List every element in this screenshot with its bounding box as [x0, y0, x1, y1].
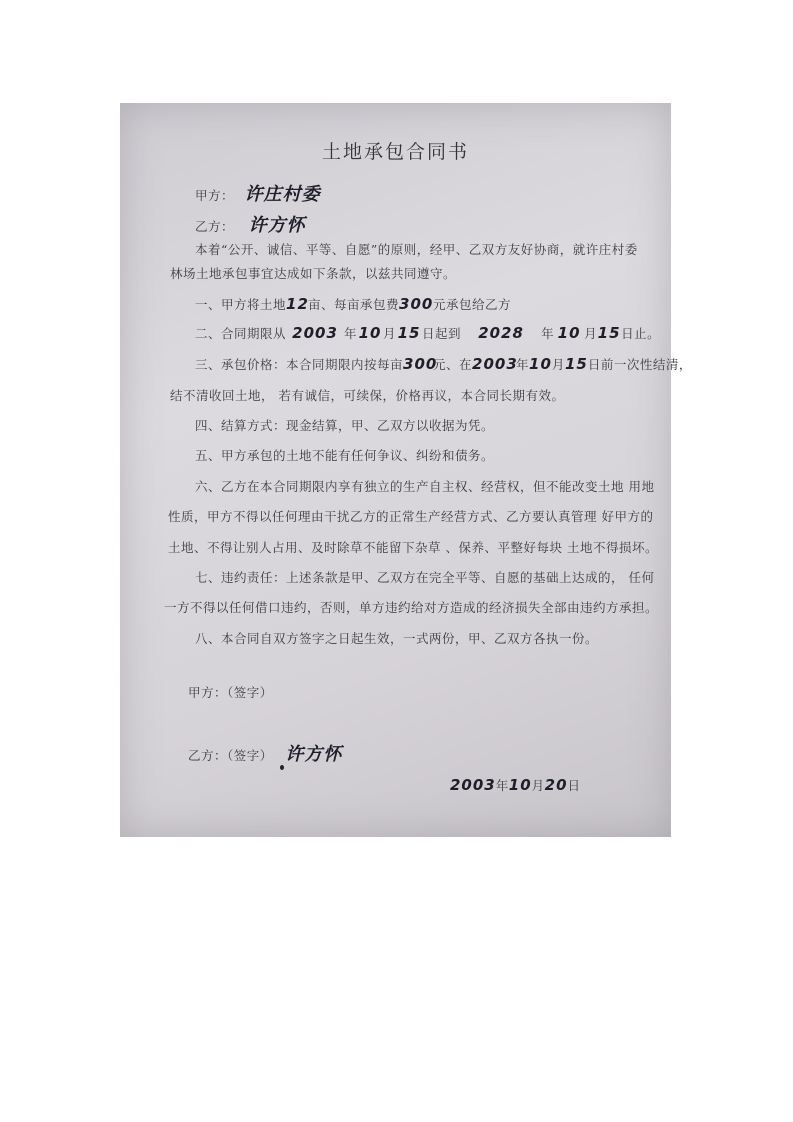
clause-2-text-f: 月	[584, 326, 598, 341]
clause-1-fee: 300	[399, 295, 434, 313]
party-a-label: 甲方：	[195, 188, 235, 203]
clause-7-line-2: 一方不得以任何借口违约，否则，单方违约给对方造成的经济损失全部由违约方承担。	[164, 600, 659, 615]
clause-3-text-e: 日前一次性结清，	[587, 357, 692, 372]
sign-b-signature: 许方怀	[285, 744, 343, 765]
date-year: 2003	[450, 776, 496, 794]
clause-2-start-year: 2003	[292, 324, 338, 342]
contract-photo	[120, 103, 692, 837]
clause-2-start-month: 10	[358, 324, 382, 342]
clause-2-text-b: 年	[344, 326, 358, 341]
clause-3-price: 300	[403, 355, 438, 373]
date-day-unit: 日	[567, 778, 581, 793]
clause-2-end-day: 15	[597, 324, 621, 342]
party-b-label: 乙方：	[195, 219, 235, 234]
party-a-handwritten-name: 许庄村委	[244, 184, 321, 205]
sign-b-line	[188, 740, 342, 766]
clause-3-line-1	[195, 355, 692, 373]
clause-2-text-d: 日起到	[422, 326, 462, 341]
clause-6-line-3: 土地、不得让别人占用、及时除草不能留下杂草 、保养、平整好每块 土地不得损坏。	[168, 540, 658, 555]
signing-date	[450, 776, 581, 794]
intro-line-1: 本着“公开、诚信、平等、自愿”的原则，经甲、乙双方友好协商，就许庄村委	[195, 242, 638, 257]
clause-5: 五、甲方承包的土地不能有任何争议、纠纷和债务。	[195, 448, 495, 463]
clause-2	[195, 324, 660, 342]
clause-3-text-a: 三、承包价格：本合同期限内按每亩	[195, 357, 404, 372]
clause-2-text-e: 年	[541, 326, 555, 341]
clause-7-line-1: 七、违约责任：上述条款是甲、乙双方在完全平等、自愿的基础上达成的， 任何	[195, 570, 655, 585]
clause-1-area: 12	[286, 295, 309, 313]
clause-1-text-c: 元承包给乙方	[433, 297, 512, 312]
ink-dot	[280, 765, 284, 770]
clause-4: 四、结算方式：现金结算，甲、乙双方以收据为凭。	[195, 418, 495, 433]
clause-3-line-2: 结不清收回土地， 若有诚信，可续保，价格再议，本合同长期有效。	[170, 388, 565, 403]
clause-3-text-c: 年	[516, 357, 530, 372]
date-year-unit: 年	[495, 778, 509, 793]
sign-b-label: 乙方：（签字）	[188, 748, 273, 763]
clause-3-pay-day: 15	[564, 355, 588, 373]
date-month-unit: 月	[531, 778, 545, 793]
clause-2-text-a: 二、合同期限从	[195, 326, 287, 341]
party-b-handwritten-name: 许方怀	[248, 215, 306, 236]
date-month: 10	[508, 776, 532, 794]
clause-2-end-year: 2028	[478, 324, 524, 342]
clause-1-text-a: 一、甲方将土地	[195, 297, 287, 312]
clause-6-line-1: 六、乙方在本合同期限内享有独立的生产自主权、经营权，但不能改变土地 用地	[195, 479, 655, 494]
clause-2-text-g: 日止。	[621, 326, 661, 341]
clause-8: 八、本合同自双方签字之日起生效，一式两份，甲、乙双方各执一份。	[195, 631, 599, 646]
clause-2-text-c: 月	[383, 326, 397, 341]
clause-3-text-b: 元、在	[433, 357, 473, 372]
document-title: 土地承包合同书	[321, 141, 469, 163]
clause-1-text-b: 亩、每亩承包费	[308, 297, 400, 312]
clause-3-text-d: 月	[551, 357, 565, 372]
clause-2-end-month: 10	[557, 324, 581, 342]
clause-6-line-2: 性质，甲方不得以任何理由干扰乙方的正常生产经营方式、乙方要认真管理 好甲方的	[168, 509, 654, 524]
party-b-line	[195, 211, 306, 237]
date-day: 20	[544, 776, 568, 794]
intro-line-2: 林场土地承包事宜达成如下条款，以兹共同遵守。	[170, 266, 457, 281]
clause-2-start-day: 15	[397, 324, 421, 342]
party-a-line	[195, 180, 321, 206]
clause-1	[195, 295, 511, 313]
sign-a-label: 甲方：（签字）	[188, 685, 273, 700]
clause-3-pay-year: 2003	[472, 355, 518, 373]
clause-3-pay-month: 10	[529, 355, 552, 373]
